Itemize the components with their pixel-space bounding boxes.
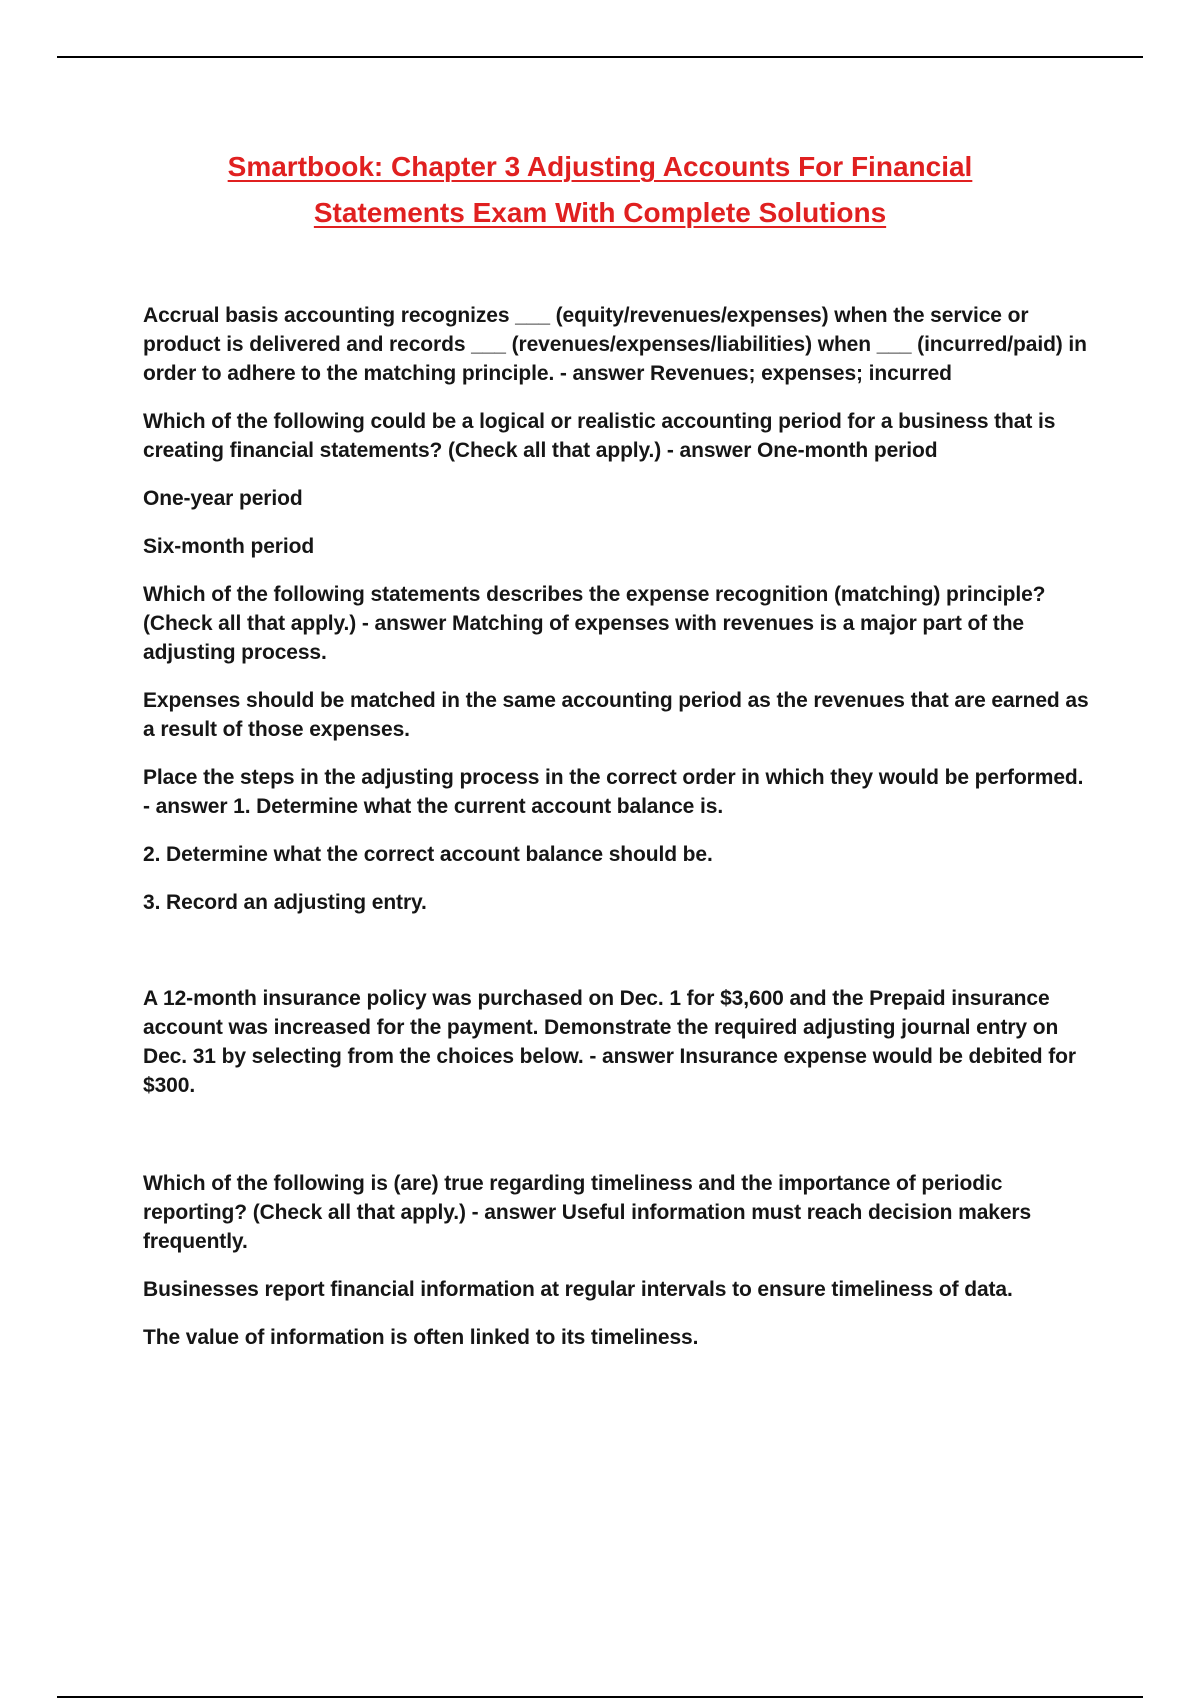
question-insurance-policy: A 12-month insurance policy was purchased on Dec. 1 for $3,600 and the Prepaid insurance account was increased for the payment. Demonstrate the required adjusting journal entry on Dec. 31 by selecting from the choices below. - answer Insurance expense would be debited for $300. [143, 987, 1076, 1097]
title-line-2: Statements Exam With Complete Solutions [313, 197, 887, 228]
answer-step-3: 3. Record an adjusting entry. [143, 891, 427, 914]
question-adjusting-steps: Place the steps in the adjusting process in the correct order in which they would be performed. - answer 1. Determine what the current account balance is. [143, 766, 1084, 818]
answer-step-2: 2. Determine what the correct account balance should be. [143, 843, 713, 866]
question-accounting-period: Which of the following could be a logical or realistic accounting period for a business that is creating financial statements? (Check all that apply.) - answer One-month period [143, 410, 1056, 462]
answer-regular-intervals: Businesses report financial information at regular intervals to ensure timeliness of data. [143, 1278, 1013, 1301]
answer-expenses-matched: Expenses should be matched in the same accounting period as the revenues that are earned as a result of those expenses. [143, 689, 1089, 741]
answer-value-timeliness: The value of information is often linked to its timeliness. [143, 1326, 699, 1349]
answer-six-month-period: Six-month period [143, 535, 315, 558]
answer-one-year-period: One-year period [143, 487, 303, 510]
bottom-rule [57, 1696, 1143, 1698]
document-body [143, 301, 1093, 1371]
document-title [130, 144, 1070, 236]
question-accrual-basis: Accrual basis accounting recognizes ___ (equity/revenues/expenses) when the service or product is delivered and records ___ (revenues/expenses/liabilities) when ___ (incurred/paid) in order to adhere to the matching principle. - answer Revenues; expenses; incurred [143, 304, 1087, 385]
title-line-1: Smartbook: Chapter 3 Adjusting Accounts For Financial [227, 151, 973, 182]
question-timeliness: Which of the following is (are) true regarding timeliness and the importance of periodic reporting? (Check all that apply.) - answer Useful information must reach decision makers frequently. [143, 1172, 1032, 1253]
question-matching-principle: Which of the following statements describes the expense recognition (matching) principle? (Check all that apply.) - answer Matching of expenses with revenues is a major part of the adjusting process. [143, 583, 1046, 664]
top-rule [57, 56, 1143, 58]
